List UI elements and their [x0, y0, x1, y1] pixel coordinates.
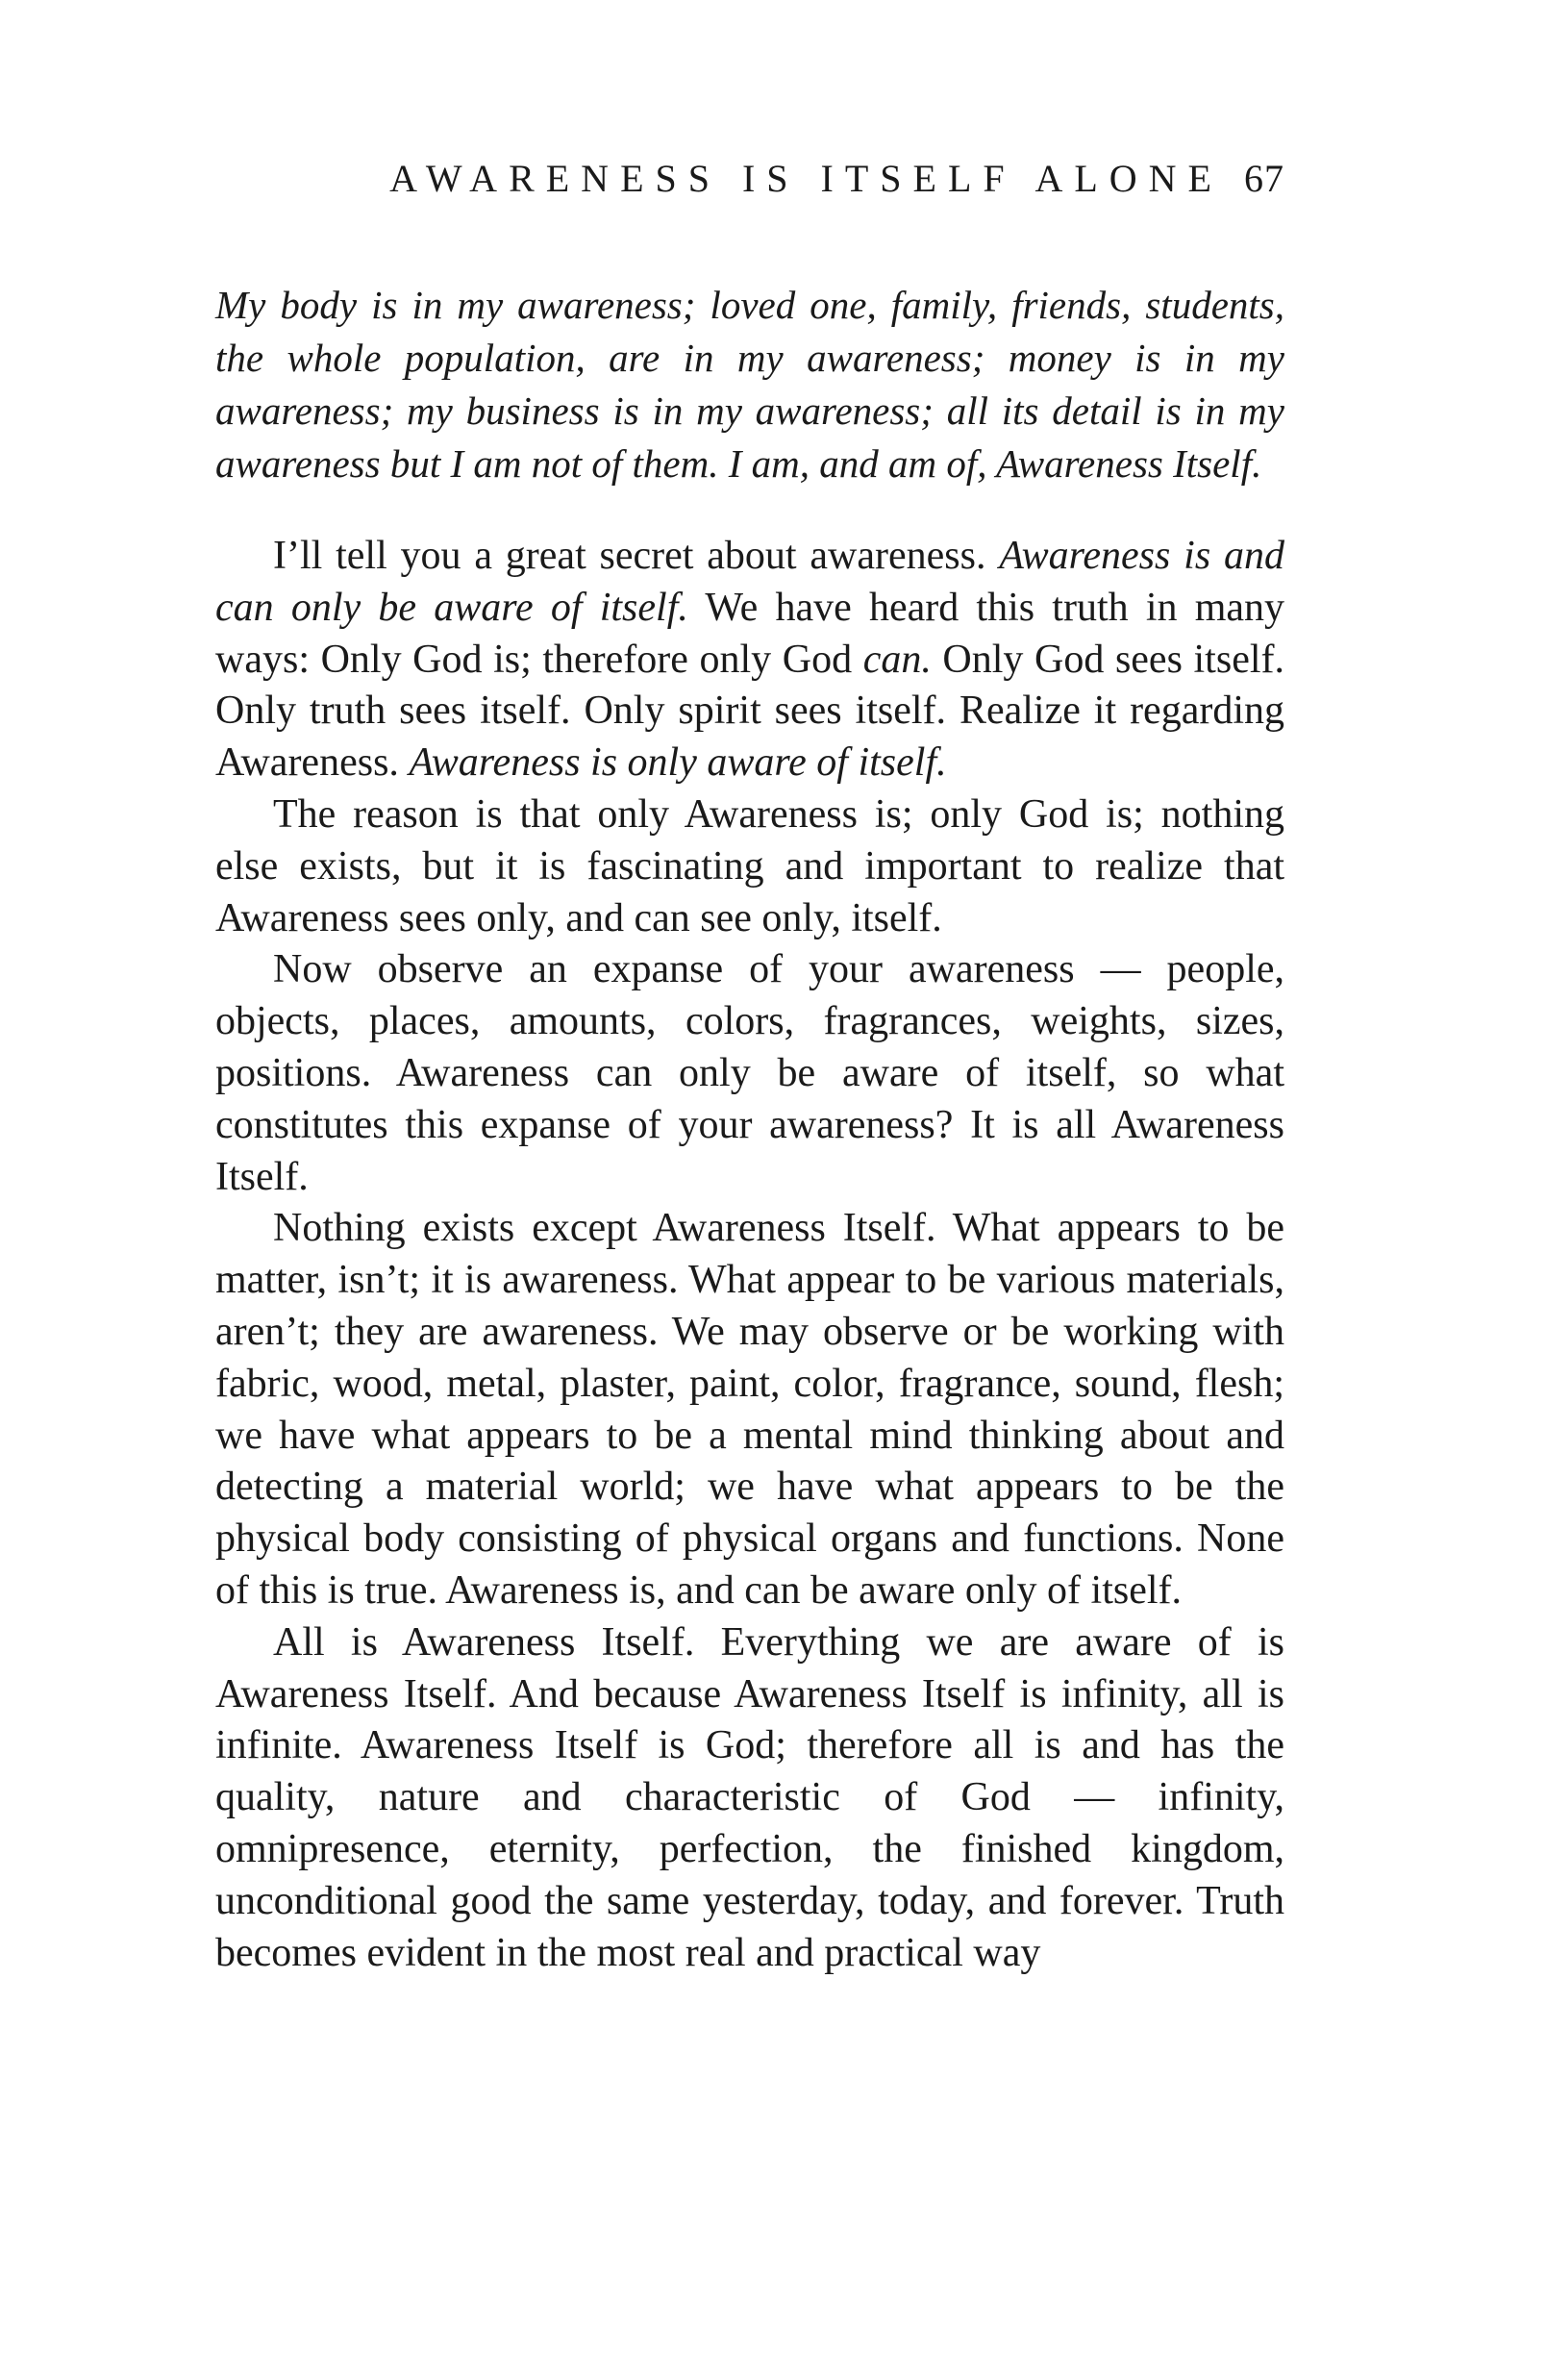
epigraph-quote: My body is in my awareness; loved one, family, friends, students, the whole population, are in my awareness; money is in my awareness; my business is in my awareness; all its detail is in my awareness but I am not of them. I am, and am of, Awareness Itself.: [215, 283, 1284, 486]
paragraph-text: Only God sees itself. Only truth sees itself. Only spirit sees itself. Realize it regarding Awareness.: [215, 637, 1284, 786]
emphasis-text: Awareness is only aware of itself.: [409, 740, 947, 786]
body-text: [215, 531, 1284, 1979]
paragraph-text: We have heard this truth in many ways: Only God is; therefore only God: [215, 585, 1285, 682]
paragraph: All is Awareness Itself. Everything we are aware of is Awareness Itself. And because Awareness Itself is infinity, all is infinite. Awareness Itself is God; therefore all is and has the quality, nature and characteristic of God — infinity, omnipresence, eternity, perfection, the finished kingdom, unconditional good the same yesterday, today, and forever. Truth becomes evident in the most real and practical way: [215, 1619, 1284, 1975]
paragraph: The reason is that only Awareness is; only God is; nothing else exists, but it is fascinating and important to realize that Awareness sees only, and can see only, itself.: [215, 791, 1284, 940]
page-number: 67: [1244, 157, 1284, 200]
paragraph: Nothing exists except Awareness Itself. What appears to be matter, isn’t; it is awareness. What appear to be various materials, aren’t; they are awareness. We may observe or be working with fabric, wood, metal, plaster, paint, color, fragrance, sound, flesh; we have what appears to be a mental mind thinking about and detecting a material world; we have what appears to be the physical body consisting of physical organs and functions. None of this is true. Awareness is, and can be aware only of itself.: [215, 1206, 1284, 1613]
paragraph: Now observe an expanse of your awareness — people, objects, places, amounts, colors, fragrances, weights, sizes, positions. Awareness can only be aware of itself, so what constitutes this expanse of your awareness? It is all Awareness Itself.: [215, 947, 1284, 1199]
paragraph-text: I’ll tell you a great secret about awareness.: [273, 534, 1000, 578]
paragraph: [215, 531, 1284, 789]
emphasis-text: can.: [862, 637, 932, 682]
chapter-title: AWARENESS IS ITSELF ALONE: [389, 157, 1223, 200]
emphasis-text: Awareness is and can only be aware of itself.: [215, 534, 1284, 630]
running-head: [215, 156, 1284, 213]
